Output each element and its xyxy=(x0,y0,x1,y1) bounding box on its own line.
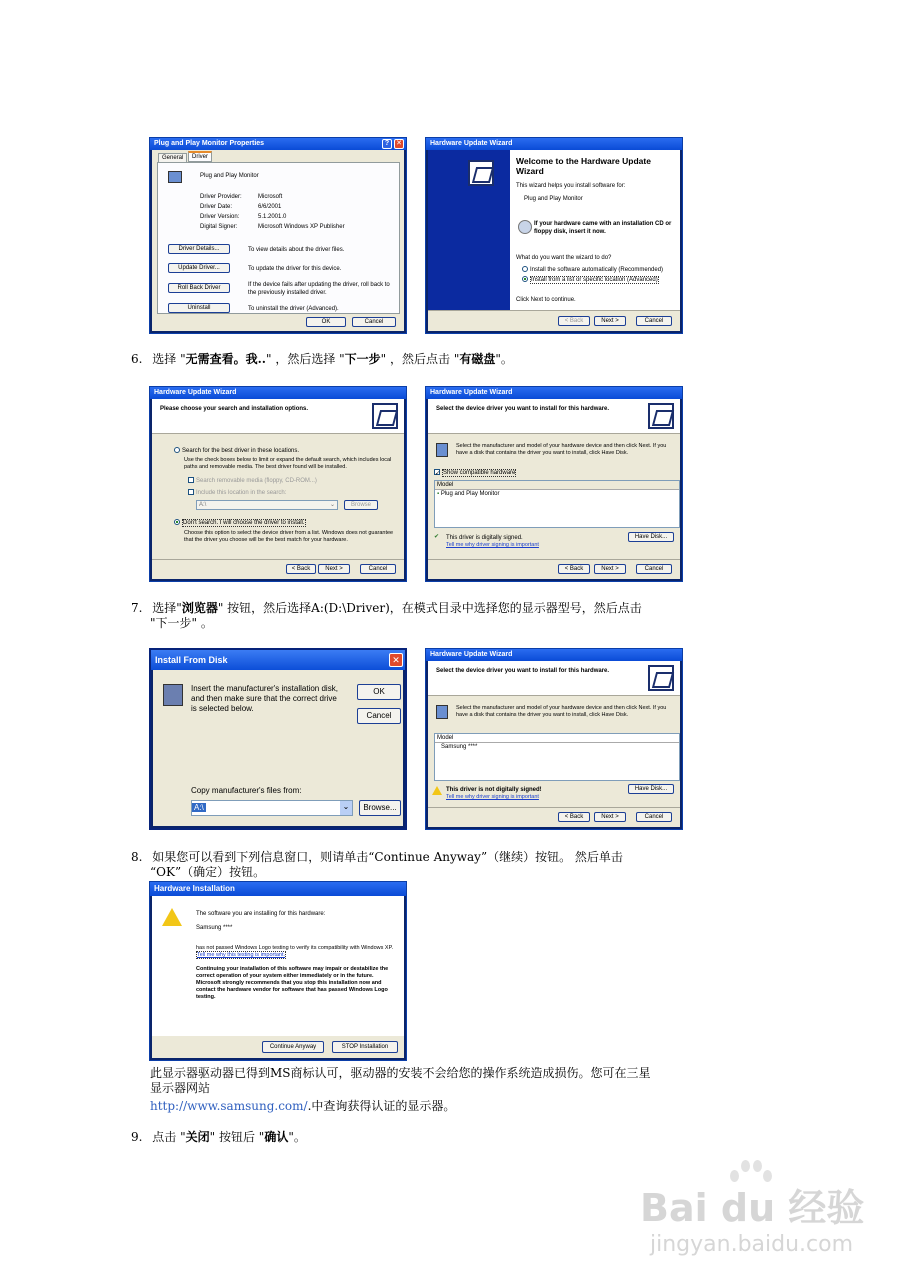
model-list[interactable] xyxy=(434,480,680,528)
hardware-installation-window xyxy=(149,881,407,1061)
check-removable-media[interactable] xyxy=(188,477,317,485)
window-title: Install From Disk xyxy=(155,655,228,665)
date-value: 6/6/2001 xyxy=(258,204,282,210)
cancel-button[interactable]: Cancel xyxy=(360,564,396,574)
check-include-location[interactable] xyxy=(188,489,286,497)
step-text: 选择 " xyxy=(152,352,186,366)
cancel-button[interactable]: Cancel xyxy=(636,564,672,574)
signed-status: This driver is digitally signed. xyxy=(446,535,523,541)
step-8 xyxy=(131,850,623,865)
model-column-header: Model xyxy=(435,734,679,743)
step-8-continued: “OK”（确定）按钮。 xyxy=(150,865,266,879)
warning-icon xyxy=(162,908,182,926)
monitor-icon xyxy=(168,171,182,183)
copy-from-label: Copy manufacturer's files from: xyxy=(191,786,302,795)
wizard-intro: This wizard helps you install software for: xyxy=(516,183,626,189)
provider-label: Driver Provider: xyxy=(200,194,242,200)
window-client xyxy=(152,399,404,579)
chevron-down-icon: ⌄ xyxy=(329,502,335,508)
wizard-welcome-window xyxy=(425,137,683,334)
wizard-search-window xyxy=(149,386,407,582)
version-label: Driver Version: xyxy=(200,214,240,220)
next-button[interactable]: Next > xyxy=(594,564,626,574)
step-text: " ，然后选择 " xyxy=(265,352,345,366)
select-description: Select the manufacturer and model of your hardware device and then click Next. If you have a disk that contains the driver you want to install, click Have Disk. xyxy=(456,705,667,718)
signing-info-link[interactable]: Tell me why driver signing is important xyxy=(446,794,539,800)
wizard-select-driver-window xyxy=(425,386,683,582)
next-button[interactable]: Next > xyxy=(594,316,626,326)
install-from-disk-window xyxy=(149,648,407,830)
message-area xyxy=(152,896,404,1036)
window-titlebar xyxy=(426,138,682,150)
option-search[interactable] xyxy=(174,447,299,455)
step-emphasis: 确认 xyxy=(264,1130,289,1144)
option-dont-search[interactable] xyxy=(174,519,306,527)
note-tail: .中查询获得认证的显示器。 xyxy=(307,1099,456,1113)
roll-back-button[interactable]: Roll Back Driver xyxy=(168,283,230,293)
path-value: A:\ xyxy=(199,502,207,508)
signer-label: Digital Signer: xyxy=(200,224,238,230)
signer-value: Microsoft Windows XP Publisher xyxy=(258,224,345,230)
step-text: "。 xyxy=(288,1130,306,1144)
device-name: Plug and Play Monitor xyxy=(524,196,583,202)
browse-button[interactable]: Browse xyxy=(344,500,378,510)
window-titlebar xyxy=(151,650,405,670)
window-titlebar xyxy=(150,387,406,399)
watermark-brand: Bai du 经验 xyxy=(640,1186,865,1230)
step-emphasis: 无需查看。我.. xyxy=(185,352,266,366)
next-button[interactable]: Next > xyxy=(318,564,350,574)
wizard-header xyxy=(428,661,680,696)
pnp-properties-window xyxy=(149,137,407,334)
browse-button[interactable]: Browse... xyxy=(359,800,401,816)
step-text: " 按钮后 " xyxy=(209,1130,265,1144)
driver-details-button[interactable]: Driver Details... xyxy=(168,244,230,254)
wizard-header xyxy=(152,399,404,434)
step-text: "。 xyxy=(495,352,513,366)
model-list-item[interactable] xyxy=(435,490,679,498)
window-client xyxy=(428,150,680,331)
wizard-side-banner xyxy=(428,150,510,311)
wizard-select-samsung-window xyxy=(425,648,683,830)
update-description: To update the driver for this device. xyxy=(248,266,342,272)
radio-selected-icon xyxy=(522,276,528,282)
stop-installation-button[interactable]: STOP Installation xyxy=(332,1041,398,1053)
check-show-compatible[interactable] xyxy=(434,469,516,477)
option-advanced[interactable] xyxy=(522,276,659,284)
wizard-header xyxy=(428,399,680,434)
path-combobox[interactable] xyxy=(196,500,338,510)
ok-button[interactable]: OK xyxy=(306,317,346,327)
floppy-disk-icon xyxy=(163,684,183,706)
warning-text: Continuing your installation of this software may impair or destabilize the correct operation of your system either immediately or in the future. Microsoft strongly recommends that you stop this installation now and contact the hardware vendor for software that has passed Windows Logo testing. xyxy=(196,966,389,1000)
hardware-wizard-icon xyxy=(648,665,674,691)
close-icon[interactable]: ✕ xyxy=(389,653,403,667)
warning-icon xyxy=(432,786,442,795)
back-button[interactable]: < Back xyxy=(558,564,590,574)
window-title: Hardware Update Wizard xyxy=(430,140,513,147)
window-title: Hardware Update Wizard xyxy=(430,389,513,396)
provider-value: Microsoft xyxy=(258,194,283,200)
select-description: Select the manufacturer and model of your hardware device and then click Next. If you have a disk that contains the driver you want to install, click Have Disk. xyxy=(456,443,667,456)
checkbox-icon xyxy=(188,489,194,495)
model-list-item[interactable]: Samsung **** xyxy=(441,744,478,750)
window-titlebar xyxy=(426,387,682,399)
certification-note xyxy=(150,1066,720,1114)
wizard-footer xyxy=(428,559,680,579)
option-automatic[interactable] xyxy=(522,266,663,274)
next-note: Click Next to continue. xyxy=(516,297,576,303)
device-name: Plug and Play Monitor xyxy=(200,173,259,179)
watermark-url: jingyan.baidu.com xyxy=(650,1232,854,1257)
window-client xyxy=(153,670,403,826)
step-number: 7. xyxy=(131,601,143,615)
step-9 xyxy=(131,1130,306,1145)
unsigned-status: This driver is not digitally signed! xyxy=(446,787,542,793)
step-number: 8. xyxy=(131,850,143,864)
step-text: 如果您可以看到下列信息窗口，则请单击“Continue Anyway”（继续）按钮。 然后单击 xyxy=(152,850,623,864)
step-text: " 按钮，然后选择A:(D:\Driver)，在模式目录中选择您的显示器型号，然后点击 xyxy=(217,601,642,615)
tab-driver[interactable]: Driver xyxy=(188,151,212,162)
window-title: Hardware Update Wizard xyxy=(430,651,513,658)
window-titlebar xyxy=(150,138,406,150)
model-list[interactable] xyxy=(434,733,680,781)
step-text: 点击 " xyxy=(152,1130,186,1144)
monitor-icon xyxy=(436,443,448,457)
window-client xyxy=(428,661,680,827)
details-description: To view details about the driver files. xyxy=(248,247,345,253)
radio-selected-icon xyxy=(174,519,180,525)
testing-info-link[interactable]: Tell me why this testing is important. xyxy=(197,952,286,958)
cancel-button[interactable]: Cancel xyxy=(352,317,396,327)
note-line: 此显示器驱动器已得到MS商标认可，驱动器的安装不会给您的操作系统造成损伤。您可在三星 xyxy=(150,1066,651,1080)
software-line: The software you are installing for this hardware: xyxy=(196,911,326,917)
radio-icon xyxy=(174,447,180,453)
step-text: " ，然后点击 " xyxy=(380,352,460,366)
logo-test-text: has not passed Windows Logo testing to verify its compatibility with Windows XP. xyxy=(196,945,394,951)
cancel-button[interactable]: Cancel xyxy=(357,708,401,724)
option-advanced-label: Install from a list or specific location (Advanced) xyxy=(531,277,658,283)
window-titlebar xyxy=(426,649,682,661)
wizard-footer xyxy=(428,310,680,331)
step-emphasis: 浏览器 xyxy=(181,601,218,615)
path-value: A:\ xyxy=(194,803,204,812)
version-value: 5.1.2001.0 xyxy=(258,214,287,220)
option-automatic-label: Install the software automatically (Recommended) xyxy=(530,267,664,273)
back-button[interactable]: < Back xyxy=(286,564,316,574)
option-search-label: Search for the best driver in these locations. xyxy=(182,448,300,454)
window-client xyxy=(428,399,680,579)
device-name: Samsung **** xyxy=(196,925,233,931)
wizard-heading: Welcome to the Hardware Update Wizard xyxy=(516,156,651,176)
step-emphasis: 下一步 xyxy=(344,352,381,366)
checkbox-icon xyxy=(188,477,194,483)
driver-icon: ▪ xyxy=(437,491,440,497)
wizard-header-text: Please choose your search and installation options. xyxy=(160,406,309,412)
cd-note: If your hardware came with an installation CD or floppy disk, insert it now. xyxy=(534,221,672,235)
model-item-label: Plug and Play Monitor xyxy=(440,491,500,497)
ok-button[interactable]: OK xyxy=(357,684,401,700)
wizard-header-text: Select the device driver you want to install for this hardware. xyxy=(436,406,610,412)
hardware-wizard-icon xyxy=(648,403,674,429)
cancel-button[interactable]: Cancel xyxy=(636,316,672,326)
help-icon[interactable]: ? xyxy=(382,139,392,149)
path-combobox[interactable] xyxy=(191,800,353,816)
checkbox-icon: ✓ xyxy=(435,471,441,478)
option-dont-search-label: Don't search. I will choose the driver to install. xyxy=(183,520,305,526)
update-driver-button[interactable]: Update Driver... xyxy=(168,263,230,273)
window-title: Plug and Play Monitor Properties xyxy=(154,140,265,147)
samsung-website-link[interactable]: http://www.samsung.com/ xyxy=(150,1099,308,1113)
uninstall-description: To uninstall the driver (Advanced). xyxy=(248,306,339,312)
monitor-icon xyxy=(436,705,448,719)
chevron-down-icon[interactable]: ⌄ xyxy=(340,801,352,815)
note-line: 显示器网站 xyxy=(150,1081,211,1095)
step-7-continued: "下一步" 。 xyxy=(150,616,213,630)
wizard-footer xyxy=(152,559,404,579)
step-number: 6. xyxy=(131,352,143,366)
check-media-label: Search removable media (floppy, CD-ROM...) xyxy=(196,478,317,484)
have-disk-button[interactable]: Have Disk... xyxy=(628,784,674,794)
dont-search-description: Choose this option to select the device driver from a list. Windows does not guarantee that the driver you choose will be the best match for your hardware. xyxy=(184,530,394,543)
rollback-description: If the device fails after updating the driver, roll back to the previously installed driver. xyxy=(248,282,390,296)
next-button[interactable]: Next > xyxy=(594,812,626,822)
uninstall-button[interactable]: Uninstall xyxy=(168,303,230,313)
wizard-footer xyxy=(428,807,680,827)
tab-panel xyxy=(157,162,400,314)
signing-info-link[interactable]: Tell me why driver signing is important xyxy=(446,542,539,548)
window-client xyxy=(152,150,404,331)
insert-disk-instruction: Insert the manufacturer's installation disk, and then make sure that the correct drive is selected below. xyxy=(191,684,338,713)
date-label: Driver Date: xyxy=(200,204,233,210)
step-6 xyxy=(131,352,513,367)
step-emphasis: 关闭 xyxy=(185,1130,210,1144)
search-description: Use the check boxes below to limit or expand the default search, which includes local paths and removable media. The best driver found will be installed. xyxy=(184,457,392,470)
cd-icon xyxy=(518,220,532,234)
radio-icon xyxy=(522,266,528,272)
hardware-wizard-icon xyxy=(468,160,494,186)
tab-general[interactable]: General xyxy=(158,153,187,163)
close-icon[interactable]: ✕ xyxy=(394,139,404,149)
window-title: Hardware Installation xyxy=(154,884,235,893)
hardware-wizard-icon xyxy=(372,403,398,429)
check-compatible-label: Show compatible hardware xyxy=(443,470,516,476)
continue-anyway-button[interactable]: Continue Anyway xyxy=(262,1041,324,1053)
model-column-header: Model xyxy=(435,481,679,490)
wizard-header-text: Select the device driver you want to install for this hardware. xyxy=(436,668,610,674)
signed-driver-icon: ✔ xyxy=(434,534,440,540)
have-disk-button[interactable]: Have Disk... xyxy=(628,532,674,542)
cancel-button[interactable]: Cancel xyxy=(636,812,672,822)
step-emphasis: 有磁盘 xyxy=(459,352,496,366)
window-title: Hardware Update Wizard xyxy=(154,389,237,396)
window-client xyxy=(152,896,404,1058)
step-text: 选择" xyxy=(152,601,182,615)
check-location-label: Include this location in the search: xyxy=(196,490,287,496)
window-titlebar xyxy=(150,882,406,896)
back-button[interactable]: < Back xyxy=(558,316,590,326)
step-7 xyxy=(131,601,642,616)
step-number: 9. xyxy=(131,1130,143,1144)
back-button[interactable]: < Back xyxy=(558,812,590,822)
wizard-question: What do you want the wizard to do? xyxy=(516,255,612,261)
